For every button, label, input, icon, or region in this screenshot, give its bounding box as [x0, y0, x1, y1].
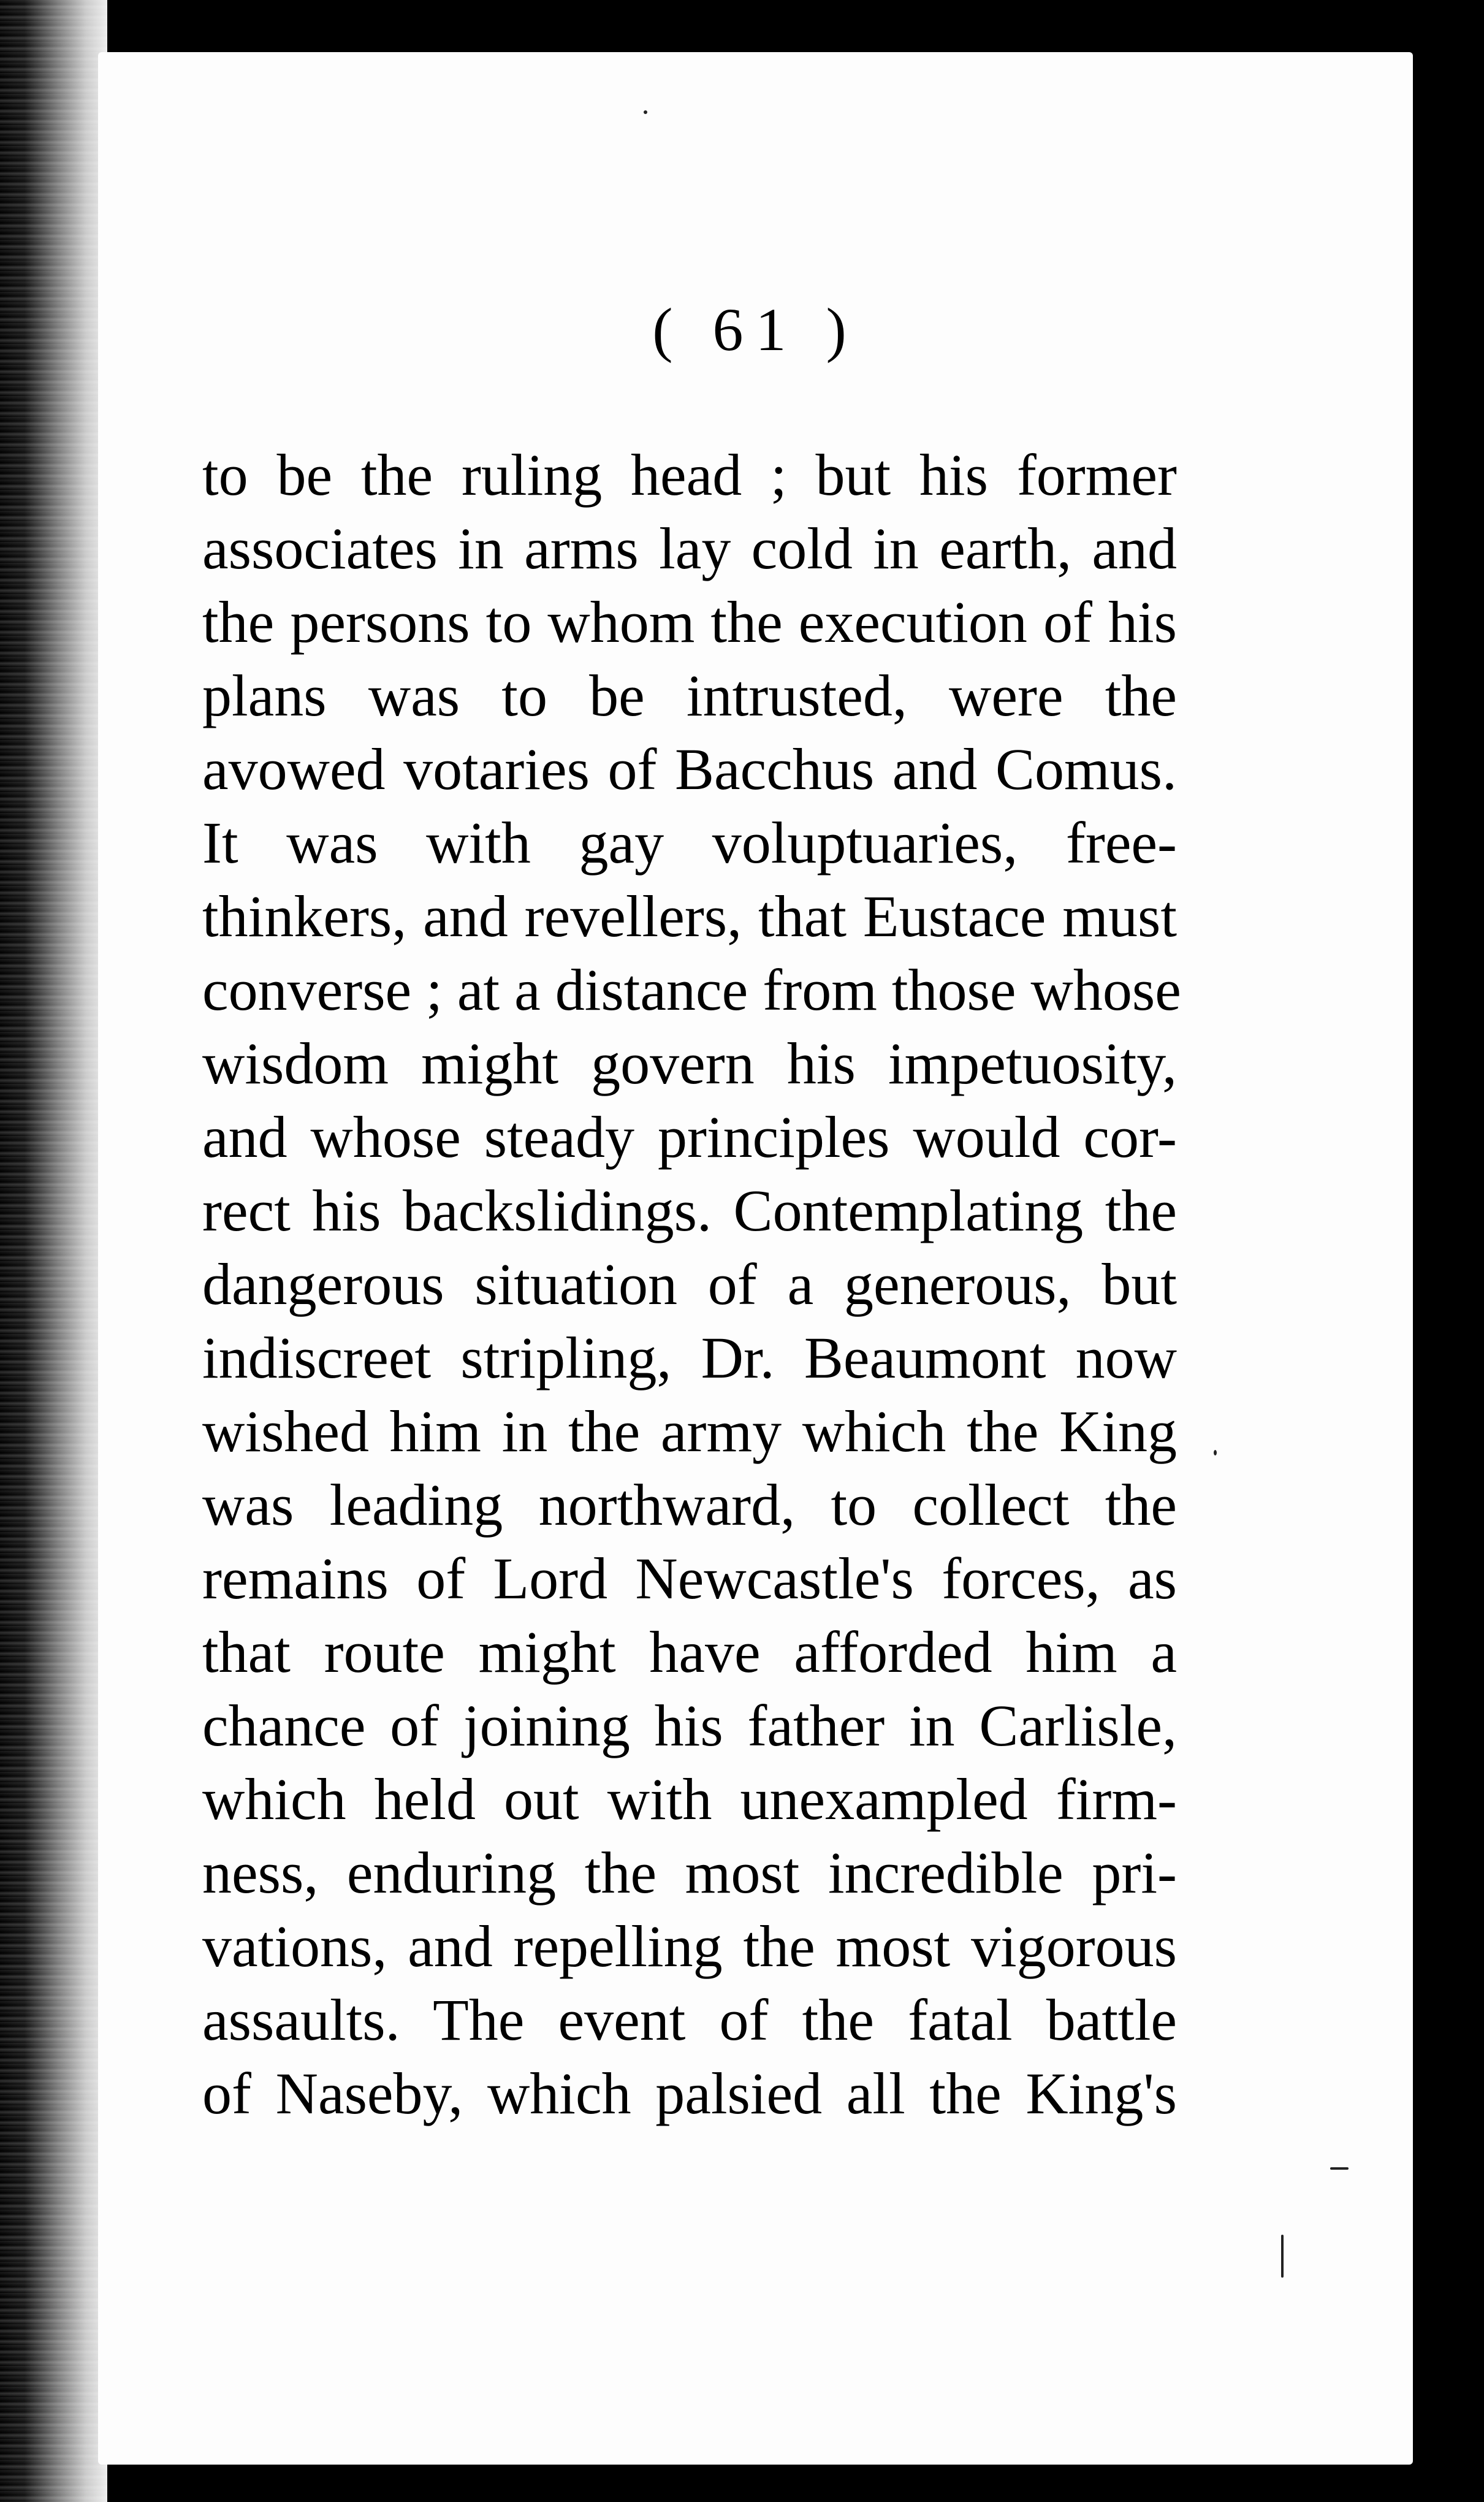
text-line: and whose steady principles would cor- [202, 1104, 1177, 1170]
text-line: plans was to be intrusted, were the [202, 663, 1177, 728]
text-line: assaults. The event of the fatal battle [202, 1987, 1177, 2053]
text-line: thinkers, and revellers, that Eustace must [202, 883, 1177, 949]
text-line: was leading northward, to collect the [202, 1472, 1177, 1538]
text-line: of Naseby, which palsied all the King's [202, 2061, 1177, 2126]
ink-speck [644, 110, 647, 114]
text-line: the persons to whom the execution of his [202, 589, 1177, 655]
text-line: avowed votaries of Bacchus and Comus. [202, 736, 1177, 802]
ink-speck [1281, 2235, 1284, 2278]
ink-speck [1214, 1450, 1217, 1455]
book-binding-edge [0, 0, 107, 2502]
text-line: wished him in the army which the King [202, 1398, 1177, 1464]
text-line: vations, and repelling the most vigorous [202, 1913, 1177, 1979]
ink-speck [1330, 2167, 1349, 2170]
text-line: which held out with unexampled firm- [202, 1766, 1177, 1832]
body-text [202, 438, 1181, 2130]
text-line: associates in arms lay cold in earth, and [202, 516, 1177, 581]
text-line: ness, enduring the most incredible pri- [202, 1840, 1177, 1905]
text-line: wisdom might govern his impetuosity, [202, 1031, 1177, 1096]
text-line: rect his backslidings. Contemplating the [202, 1178, 1177, 1243]
text-line: indiscreet stripling, Dr. Beaumont now [202, 1325, 1177, 1390]
text-line: converse ; at a distance from those whose [202, 957, 1181, 1023]
text-line: dangerous situation of a generous, but [202, 1251, 1177, 1317]
text-line: It was with gay voluptuaries, free- [202, 810, 1177, 875]
text-line: that route might have afforded him a [202, 1619, 1177, 1685]
page-number: ( 61 ) [652, 296, 859, 364]
text-line: to be the ruling head ; but his former [202, 442, 1177, 508]
text-line: chance of joining his father in Carlisle, [202, 1693, 1177, 1758]
book-page [98, 52, 1413, 2465]
text-line: remains of Lord Newcastle's forces, as [202, 1546, 1177, 1611]
